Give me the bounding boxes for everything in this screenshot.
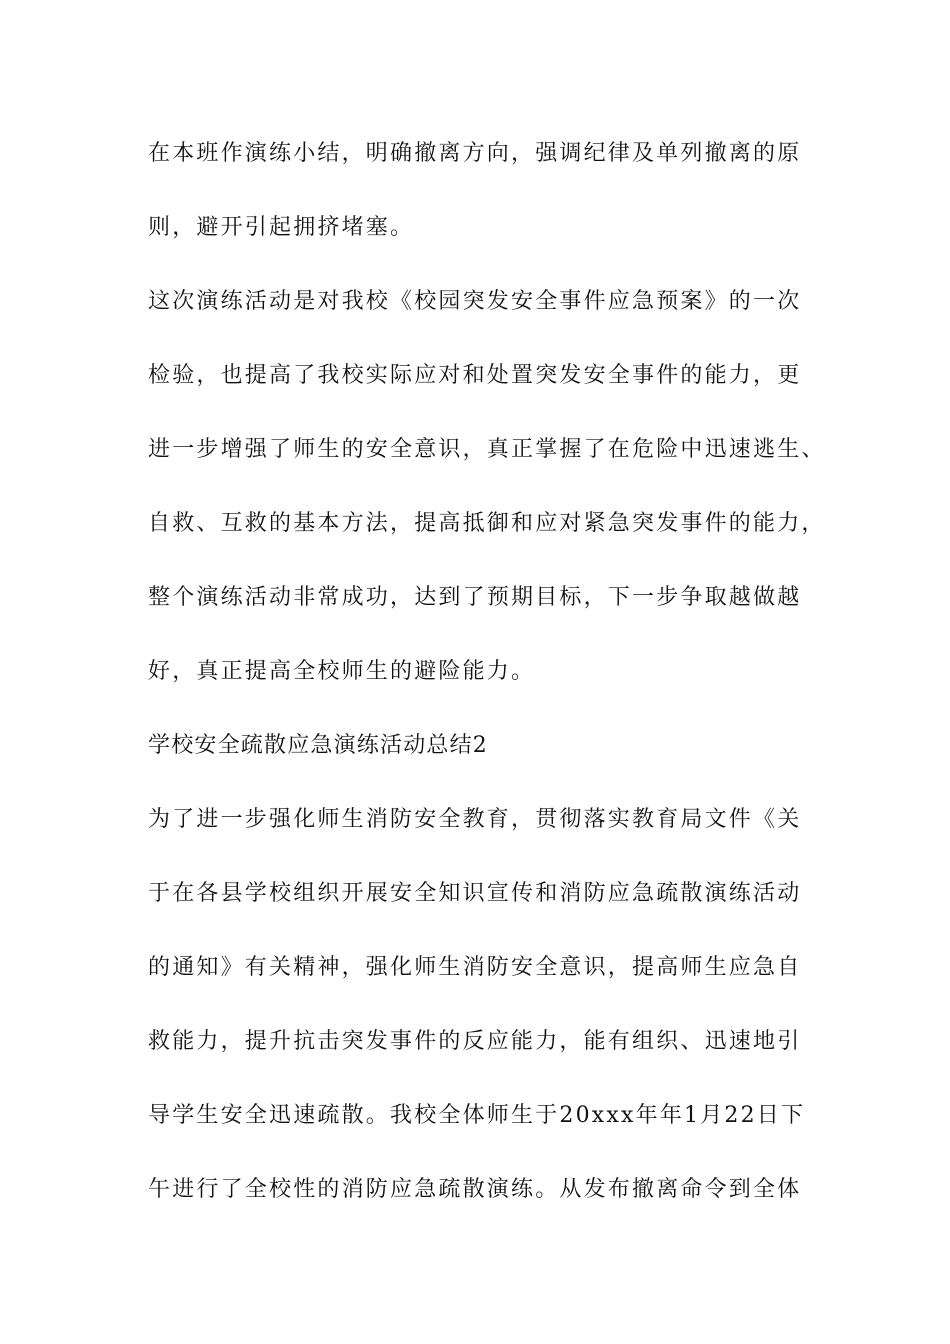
section-heading: 学校安全疏散应急演练活动总结2 — [148, 733, 488, 758]
paragraph-line: 检验，也提高了我校实际应对和处置突发安全事件的能力，更 — [148, 363, 802, 388]
paragraph-line: 于在各县学校组织开展安全知识宣传和消防应急疏散演练活动 — [148, 881, 802, 906]
paragraph-line: 救能力，提升抗击突发事件的反应能力，能有组织、迅速地引 — [148, 1029, 802, 1054]
paragraph-line: 整个演练活动非常成功，达到了预期目标，下一步争取越做越 — [148, 585, 802, 610]
paragraph-line: 这次演练活动是对我校《校园突发安全事件应急预案》的一次 — [148, 289, 802, 314]
paragraph-line: 则，避开引起拥挤堵塞。 — [148, 215, 415, 240]
paragraph-line: 午进行了全校性的消防应急疏散演练。从发布撤离命令到全体 — [148, 1177, 802, 1202]
paragraph-line: 在本班作演练小结，明确撤离方向，强调纪律及单列撤离的原 — [148, 141, 802, 166]
paragraph-line: 自救、互救的基本方法，提高抵御和应对紧急突发事件的能力， — [148, 511, 826, 536]
paragraph-line: 好，真正提高全校师生的避险能力。 — [148, 659, 536, 684]
paragraph-line: 进一步增强了师生的安全意识，真正掌握了在危险中迅速逃生、 — [148, 437, 826, 462]
paragraph-line: 导学生安全迅速疏散。我校全体师生于20xxx年年1月22日下 — [148, 1103, 806, 1128]
paragraph-line: 为了进一步强化师生消防安全教育，贯彻落实教育局文件《关 — [148, 807, 802, 832]
paragraph-line: 的通知》有关精神，强化师生消防安全意识，提高师生应急自 — [148, 955, 802, 980]
